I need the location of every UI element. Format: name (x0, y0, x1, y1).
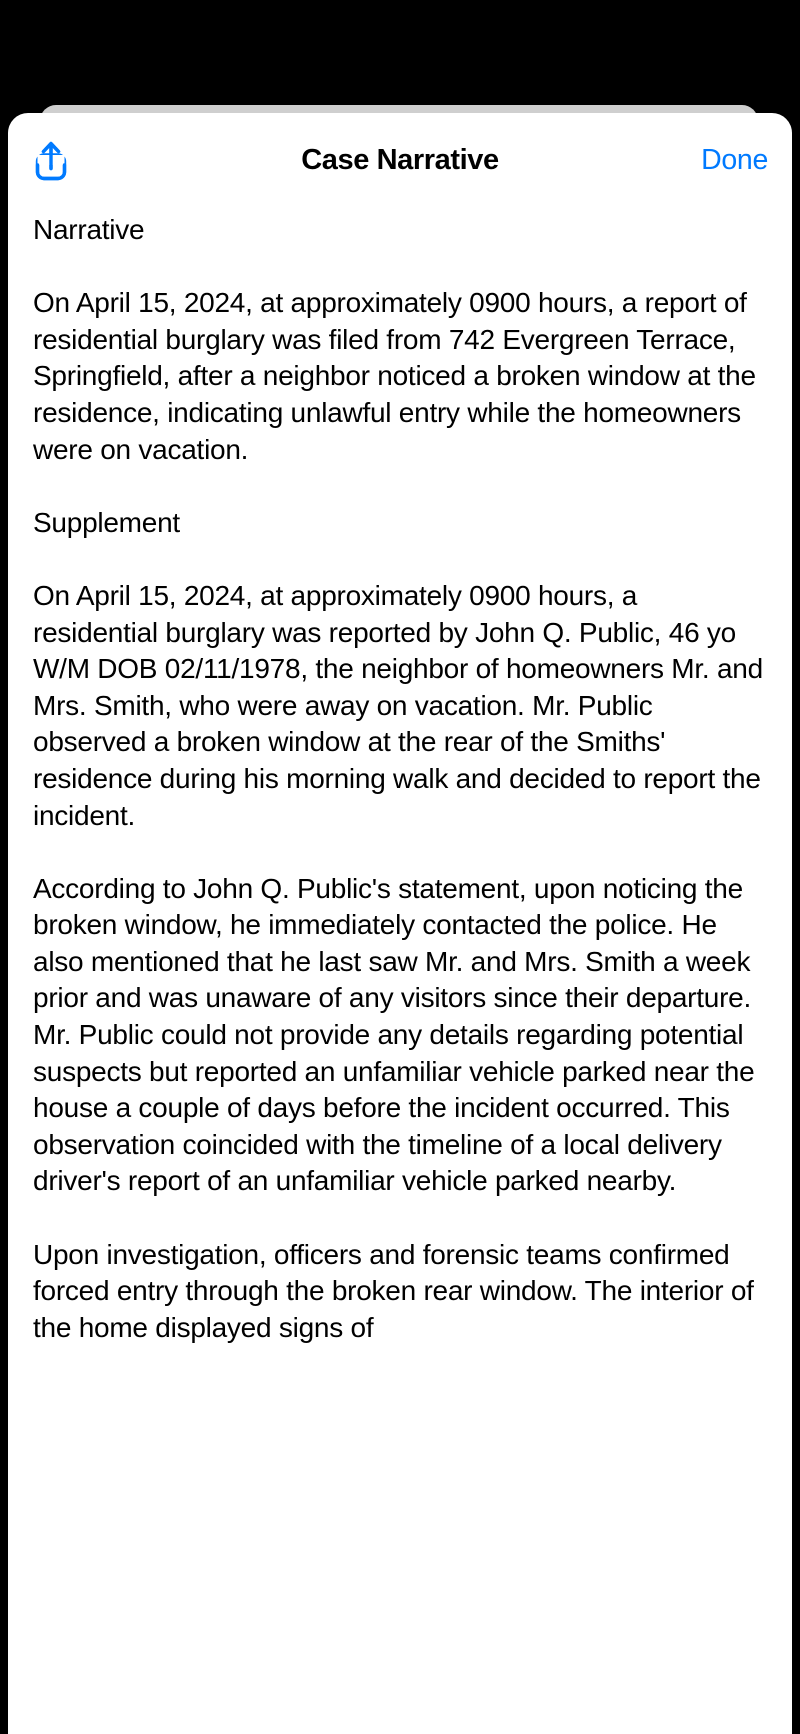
share-button[interactable] (28, 135, 74, 185)
modal-sheet (8, 113, 792, 1734)
section-heading: Narrative (33, 214, 145, 245)
narrative-paragraph: According to John Q. Public's statement, upon noticing the broken window, he immediately contacted the police. He also mentioned that he last saw Mr. and Mrs. Smith a week prior and was unaware of any visitors since their departure. Mr. Public could not provide any details regarding potential suspects but reported an unfamiliar vehicle parked near the house a couple of days before the incident occurred. This observation coincided with the timeline of a local delivery driver's report of an unfamiliar vehicle parked nearby. (33, 872, 755, 1197)
page-title: Case Narrative (301, 143, 499, 176)
navigation-bar (8, 113, 792, 207)
navbar-left-group (28, 135, 138, 185)
share-up-arrow-icon (33, 138, 69, 182)
narrative-paragraph: On April 15, 2024, at approximately 0900 hours, a report of residential burglary was filed from 742 Evergreen Terrace, Springfield, after a neighbor noticed a broken window at the residence, indicating unlawful entry while the homeowners were on vacation. (33, 287, 756, 465)
document-body (8, 207, 792, 1346)
narrative-paragraph: Upon investigation, officers and forensic teams confirmed forced entry through the broken rear window. The interior of the home displayed signs of (33, 1238, 754, 1343)
narrative-paragraph: On April 15, 2024, at approximately 0900 hours, a residential burglary was reported by John Q. Public, 46 yo W/M DOB 02/11/1978, the neighbor of homeowners Mr. and Mrs. Smith, who were away on vacation. Mr. Public observed a broken window at the rear of the Smiths' residence during his morning walk and decided to report the incident. (33, 579, 763, 831)
navbar-right-group (658, 144, 768, 177)
done-button[interactable]: Done (701, 143, 768, 176)
section-heading: Supplement (33, 506, 180, 538)
